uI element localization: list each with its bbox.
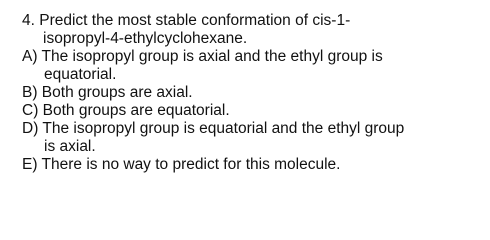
option-a-line-2: equatorial.: [44, 66, 117, 83]
option-b: B) Both groups are axial.: [22, 84, 193, 101]
option-a-line-1: A) The isopropyl group is axial and the ethyl group is: [22, 48, 383, 65]
question-stem-line-2: isopropyl-4-ethylcyclohexane.: [43, 30, 248, 47]
question-block: [22, 12, 482, 174]
option-e: E) There is no way to predict for this molecule.: [22, 156, 341, 173]
question-stem-line-1: 4. Predict the most stable conformation of cis-1-: [22, 12, 351, 29]
option-c: C) Both groups are equatorial.: [22, 102, 230, 119]
option-d-line-1: D) The isopropyl group is equatorial and the ethyl group: [22, 120, 405, 137]
option-d-line-2: is axial.: [44, 138, 96, 155]
